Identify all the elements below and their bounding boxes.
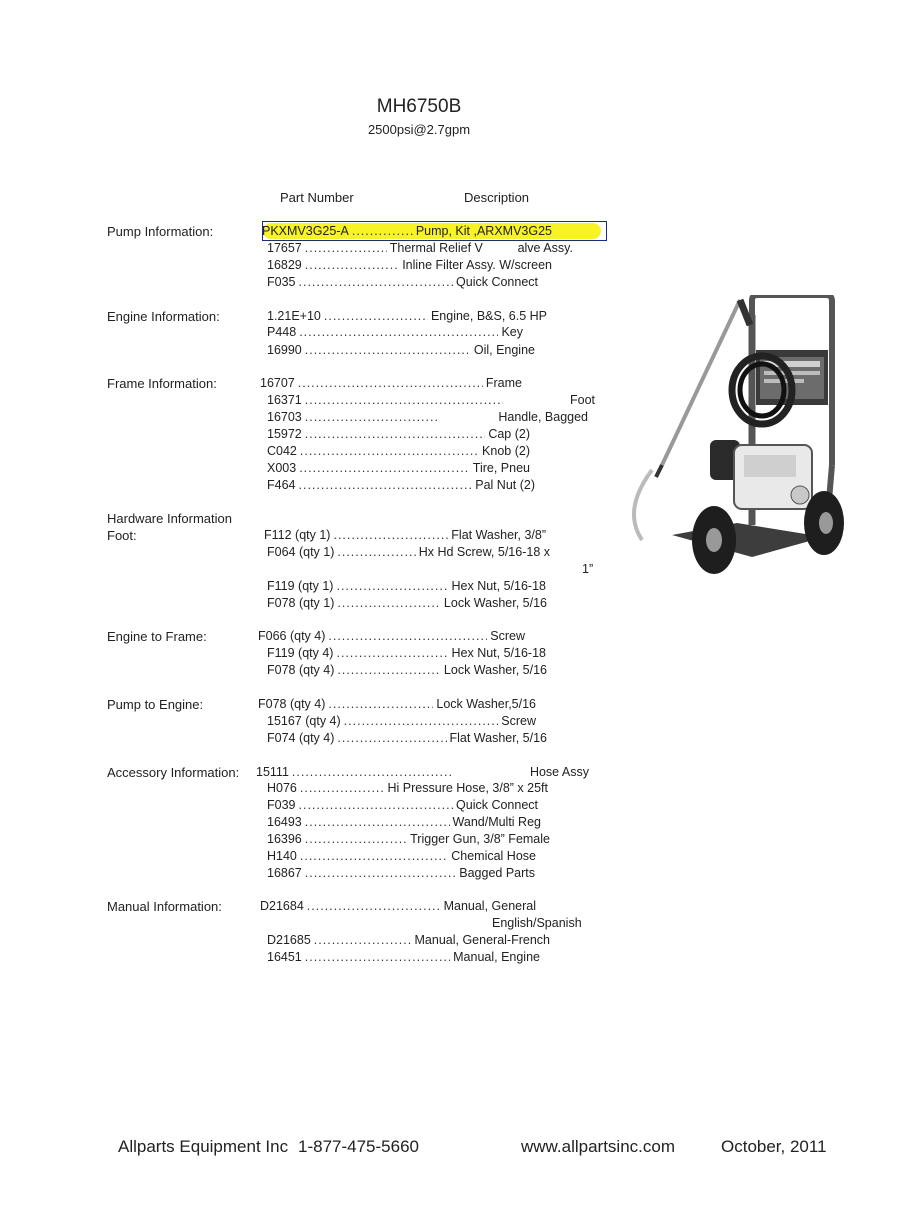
part-row: 16703 ..... Handle, Bagged [267, 410, 588, 424]
part-row: P448 ..... Key [267, 325, 523, 339]
part-row: 16396 ..... Trigger Gun, 3/8” Female [267, 832, 550, 846]
part-row: 16829 ..... Inline Filter Assy. W/screen [267, 258, 552, 272]
part-row: 16451 ..... Manual, Engine [267, 950, 540, 964]
section-label-pump: Pump Information: [107, 224, 214, 239]
part-row: 17657 ..... Thermal Relief V alve Assy. [267, 241, 589, 255]
part-row: 1.21E+10 ..... Engine, B&S, 6.5 HP [267, 309, 547, 323]
part-row: PKXMV3G25-A ..... Pump, Kit ,ARXMV3G25 [262, 224, 552, 238]
part-row: F078 (qty 4) ..... Lock Washer,5/16 [258, 697, 536, 711]
part-row: F035 ..... Quick Connect [267, 275, 538, 289]
section-label-engine-frame: Engine to Frame: [107, 629, 207, 644]
part-row: F078 (qty 4) ..... Lock Washer, 5/16 [267, 663, 547, 677]
section-label-hardware: Hardware Information [107, 511, 232, 526]
part-row: 15167 (qty 4) ..... Screw [267, 714, 536, 728]
part-row: F464 ..... Pal Nut (2) [267, 478, 535, 492]
page-subtitle: 2500psi@2.7gpm [367, 122, 471, 137]
part-row: F119 (qty 1) ..... Hex Nut, 5/16-18 [267, 579, 546, 593]
part-row: 16990 ..... Oil, Engine [267, 343, 535, 357]
page-title: MH6750B [376, 96, 462, 117]
section-label-accessory: Accessory Information: [107, 765, 240, 780]
pressure-washer-image [612, 295, 844, 585]
footer-date: October, 2011 [721, 1137, 827, 1156]
part-row: 15972 ..... Cap (2) [267, 427, 530, 441]
part-row: F066 (qty 4) ..... Screw [258, 629, 525, 643]
part-row: F078 (qty 1) ..... Lock Washer, 5/16 [267, 596, 547, 610]
part-number-header: Part Number [280, 190, 354, 205]
footer-website[interactable]: www.allpartsinc.com [521, 1137, 675, 1156]
part-row: F064 (qty 1) ..... Hx Hd Screw, 5/16-18 x [267, 545, 550, 559]
footer-phone: 1-877-475-5660 [298, 1137, 419, 1156]
part-row: H076 ..... Hi Pressure Hose, 3/8” x 25ft [267, 781, 548, 795]
continuation-text: 1” [582, 562, 594, 576]
part-row: H140 ..... Chemical Hose [267, 849, 536, 863]
section-label-manual: Manual Information: [107, 899, 222, 914]
part-row: 16493 ..... Wand/Multi Reg [267, 815, 541, 829]
part-row: D21685 ..... Manual, General-French [267, 933, 550, 947]
part-row: F119 (qty 4) ..... Hex Nut, 5/16-18 [267, 646, 546, 660]
section-label-pump-engine: Pump to Engine: [107, 697, 204, 712]
part-row: C042 ..... Knob (2) [267, 444, 530, 458]
footer-company: Allparts Equipment Inc [118, 1137, 289, 1156]
part-row: 16371 ..... Foot [267, 393, 595, 407]
part-row: 16707 ..... Frame [260, 376, 522, 390]
section-label-engine: Engine Information: [107, 309, 220, 324]
part-row: 15111 ..... Hose Assy [256, 765, 589, 779]
description-header: Description [464, 190, 530, 205]
part-row: F039 ..... Quick Connect [267, 798, 538, 812]
section-label-frame: Frame Information: [107, 376, 217, 391]
part-row: X003 ..... Tire, Pneu [267, 461, 530, 475]
part-row: 16867 ..... Bagged Parts [267, 866, 535, 880]
part-row: F074 (qty 4) ..... Flat Washer, 5/16 [267, 731, 547, 745]
continuation-text: English/Spanish [492, 916, 582, 930]
part-row: D21684 ..... Manual, General [260, 899, 536, 913]
part-row: F112 (qty 1) ..... Flat Washer, 3/8” [264, 528, 546, 542]
section-label-foot: Foot: [107, 528, 137, 543]
